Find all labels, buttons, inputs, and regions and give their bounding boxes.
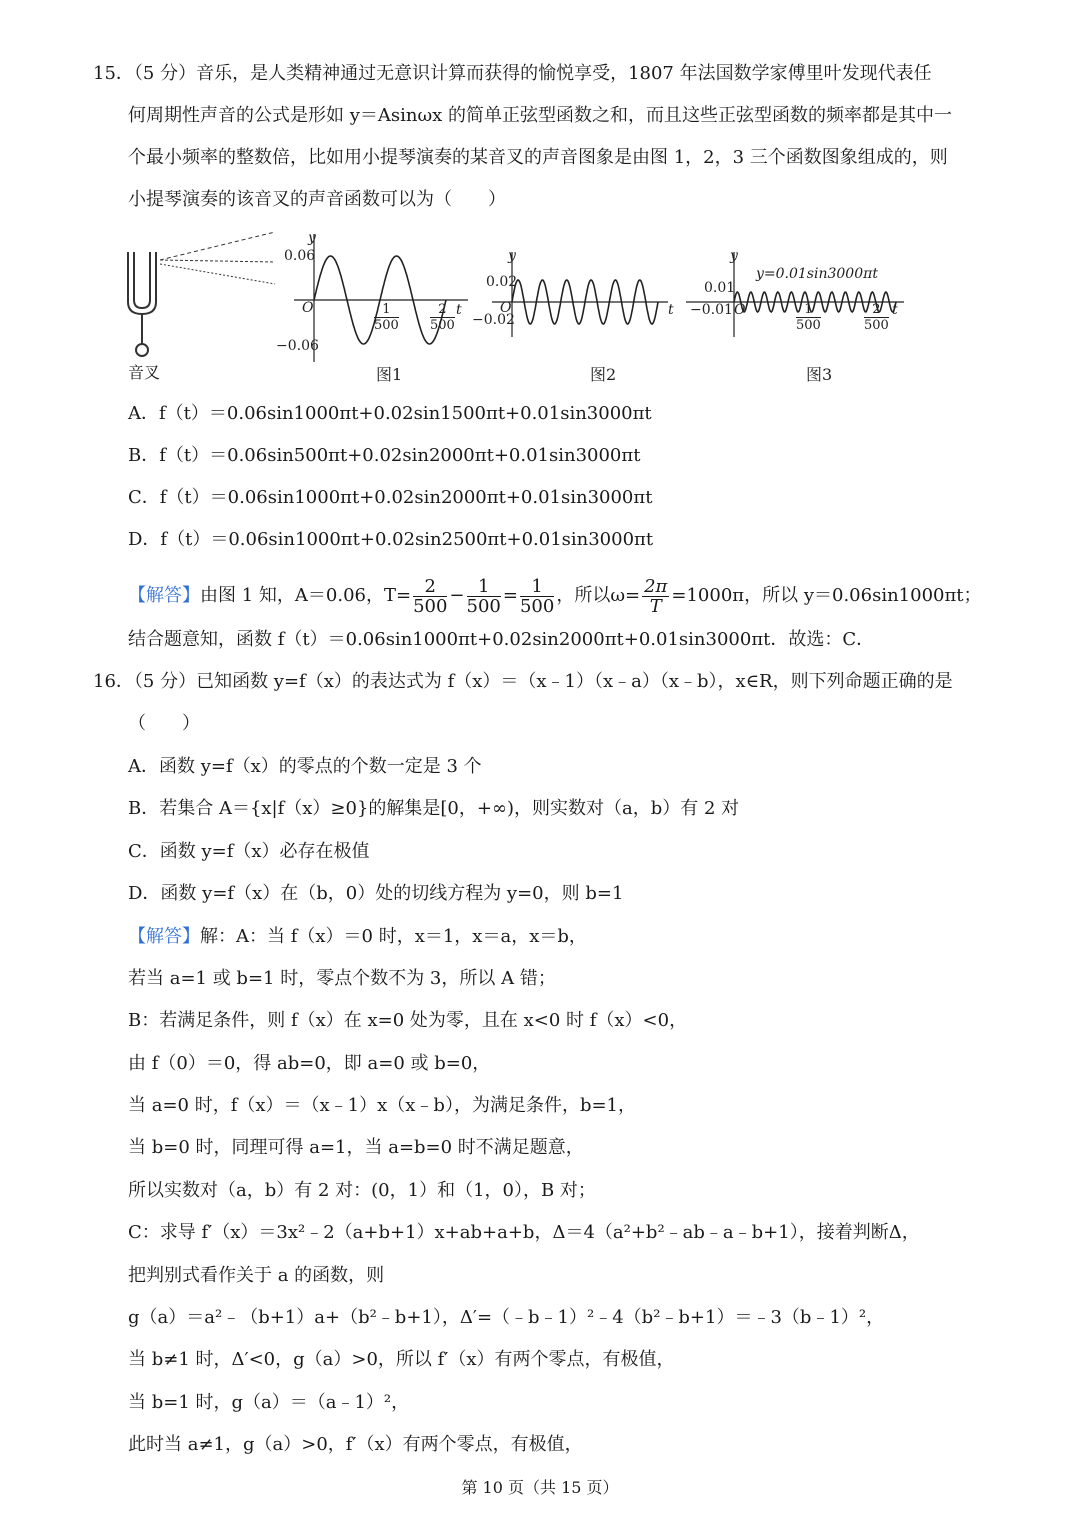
page-footer: 第 10 页（共 15 页） <box>461 1478 619 1497</box>
fig1-chart <box>294 234 468 362</box>
fig3-origin: O <box>734 302 746 318</box>
fig1-tick-1-den: 500 <box>374 318 399 333</box>
fig2-chart <box>492 252 668 337</box>
q15-line-3: 个最小频率的整数倍，比如用小提琴演奏的某音叉的声音图象是由图 1，2，3 三个函数图象组成的，则 <box>128 147 948 168</box>
fig3-tick-1 <box>796 302 821 333</box>
q16-option-d: D．函数 y=f（x）在（b，0）处的切线方程为 y=0，则 b=1 <box>128 883 624 904</box>
fig1-ymin: −0.06 <box>276 338 319 354</box>
q15-answer-text-b: ，所以ω= <box>556 585 641 606</box>
q15-line-1: 15．（5 分）音乐，是人类精神通过无意识计算而获得的愉悦享受，1807 年法国数学家傅里叶发现代表任 <box>93 63 932 84</box>
q16-answer-tag: 【解答】 <box>128 926 200 947</box>
q16-answer-line: 由 f（0）＝0，得 ab=0，即 a=0 或 b=0， <box>128 1053 491 1074</box>
fig3-formula: y=0.01sin3000πt <box>756 266 878 282</box>
frac-1-500 <box>467 577 501 616</box>
q15-line-2: 何周期性声音的公式是形如 y＝Asinωx 的简单正弦型函数之和，而且这些正弦型函数的频率都是其中一 <box>128 105 953 126</box>
fig2-origin: O <box>500 300 512 316</box>
q15-answer-tag: 【解答】 <box>128 585 200 606</box>
q15-option-c: C．f（t）＝0.06sin1000πt+0.02sin2000πt+0.01sin3000πt <box>128 487 653 508</box>
frac-2-500 <box>413 577 447 616</box>
fig1-tick-1 <box>374 302 399 333</box>
q16-answer-first: 解：A：当 f（x）＝0 时，x＝1，x＝a，x＝b， <box>200 926 587 947</box>
q16-answer-line: 当 a=0 时，f（x）＝（x﹣1）x（x﹣b），为满足条件，b=1， <box>128 1095 637 1116</box>
fig3-tick-2 <box>864 302 889 333</box>
q15-line-4: 小提琴演奏的该音叉的声音函数可以为（ ） <box>128 189 506 210</box>
frac-num: 1 <box>467 577 501 597</box>
fig3-xlabel: t <box>892 302 898 318</box>
q16-answer-line: 当 b≠1 时，Δ′<0，g（a）>0，所以 f′（x）有两个零点，有极值， <box>128 1349 675 1370</box>
q15-figure <box>120 222 910 396</box>
q16-option-c: C．函数 y=f（x）必存在极值 <box>128 841 370 862</box>
frac-den: T <box>649 595 662 617</box>
fig3-ymax: 0.01 <box>704 280 736 296</box>
fig2-xlabel: t <box>668 302 674 318</box>
fig1-tick-2-num: 2 <box>430 302 455 318</box>
q15-option-d: D．f（t）＝0.06sin1000πt+0.02sin2500πt+0.01sin3000πt <box>128 529 654 550</box>
fig1-tick-2-den: 500 <box>430 318 455 333</box>
q15-answer-text-c: =1000π，所以 y＝0.06sin1000πt； <box>671 585 982 606</box>
q16-option-b: B．若集合 A＝{x|f（x）≥0}的解集是[0，+∞)，则实数对（a，b）有 2 对 <box>128 798 740 819</box>
fig1-ymax: 0.06 <box>284 248 316 264</box>
fig3-tick-2-num: 2 <box>864 302 889 318</box>
tuning-fork-icon <box>128 232 275 356</box>
fig3-ymin: −0.01 <box>690 302 733 318</box>
q16-answer-line: 若当 a=1 或 b=1 时，零点个数不为 3，所以 A 错； <box>128 968 556 989</box>
q16-answer-line: 把判别式看作关于 a 的函数，则 <box>128 1265 385 1286</box>
fig3-tick-1-num: 1 <box>796 302 821 318</box>
fig2-ylabel: y <box>508 248 516 264</box>
fig3-ylabel: y <box>730 248 738 264</box>
q16-answer-line: 所以实数对（a，b）有 2 对：(0，1）和（1，0），B 对； <box>128 1180 596 1201</box>
frac-den: 500 <box>466 595 501 617</box>
equals-sign: = <box>502 585 518 606</box>
frac-num: 2π <box>644 575 668 597</box>
fig1-tick-1-num: 1 <box>374 302 399 318</box>
q16-line-1: 16．（5 分）已知函数 y=f（x）的表达式为 f（x）＝（x﹣1）（x﹣a）（x﹣b），x∈R，则下列命题正确的是 <box>93 671 953 692</box>
q15-answer-line-2: 结合题意知，函数 f（t）＝0.06sin1000πt+0.02sin2000πt+0.01sin3000πt．故选：C． <box>128 629 875 650</box>
frac-den: 500 <box>519 595 555 617</box>
q15-answer-line-1 <box>128 576 982 616</box>
fig1-ylabel: y <box>308 230 316 246</box>
q16-line-2: （ ） <box>128 713 200 734</box>
fig1-caption: 图1 <box>376 365 403 384</box>
fig3-caption: 图3 <box>806 365 833 384</box>
q15-option-a: A．f（t）＝0.06sin1000πt+0.02sin1500πt+0.01sin3000πt <box>128 403 652 424</box>
fig2-ymin: −0.02 <box>472 312 515 328</box>
q16-answer-line: g（a）＝a²﹣（b+1）a+（b²﹣b+1），Δ′=（﹣b﹣1）²﹣4（b²﹣b+1）＝﹣3（b﹣1）²， <box>128 1307 885 1328</box>
tuning-fork-label: 音叉 <box>128 363 161 382</box>
frac-num: 2 <box>413 577 447 597</box>
q15-answer-text-a: 由图 1 知，A＝0.06，T= <box>200 585 412 606</box>
fig1-origin: O <box>302 300 314 316</box>
frac-1-500-result <box>520 577 554 616</box>
fig3-tick-1-den: 500 <box>796 318 821 333</box>
fig2-ymax: 0.02 <box>486 274 518 290</box>
q16-answer-line-1 <box>128 925 587 949</box>
q16-answer-line: C：求导 f′（x）＝3x²﹣2（a+b+1）x+ab+a+b，Δ＝4（a²+b²﹣ab﹣a﹣b+1），接着判断Δ， <box>128 1222 920 1243</box>
fig1-tick-2 <box>430 302 455 333</box>
frac-den: 500 <box>413 595 448 617</box>
minus-sign: − <box>449 585 465 606</box>
fig2-caption: 图2 <box>590 365 617 384</box>
fig3-tick-2-den: 500 <box>864 318 889 333</box>
frac-2pi-T <box>642 577 669 616</box>
frac-num: 1 <box>520 577 554 597</box>
q15-option-b: B．f（t）＝0.06sin500πt+0.02sin2000πt+0.01sin3000πt <box>128 445 641 466</box>
q16-answer-line: 当 b=0 时，同理可得 a=1，当 a=b=0 时不满足题意， <box>128 1137 584 1158</box>
q16-option-a: A．函数 y=f（x）的零点的个数一定是 3 个 <box>128 756 482 777</box>
q16-answer-line: 此时当 a≠1，g（a）>0，f′（x）有两个零点，有极值， <box>128 1434 583 1455</box>
q16-answer-line: B：若满足条件，则 f（x）在 x=0 处为零，且在 x<0 时 f（x）<0， <box>128 1010 688 1031</box>
fig1-xlabel: t <box>456 302 462 318</box>
q16-answer-line: 当 b=1 时，g（a）＝（a﹣1）²， <box>128 1392 410 1413</box>
